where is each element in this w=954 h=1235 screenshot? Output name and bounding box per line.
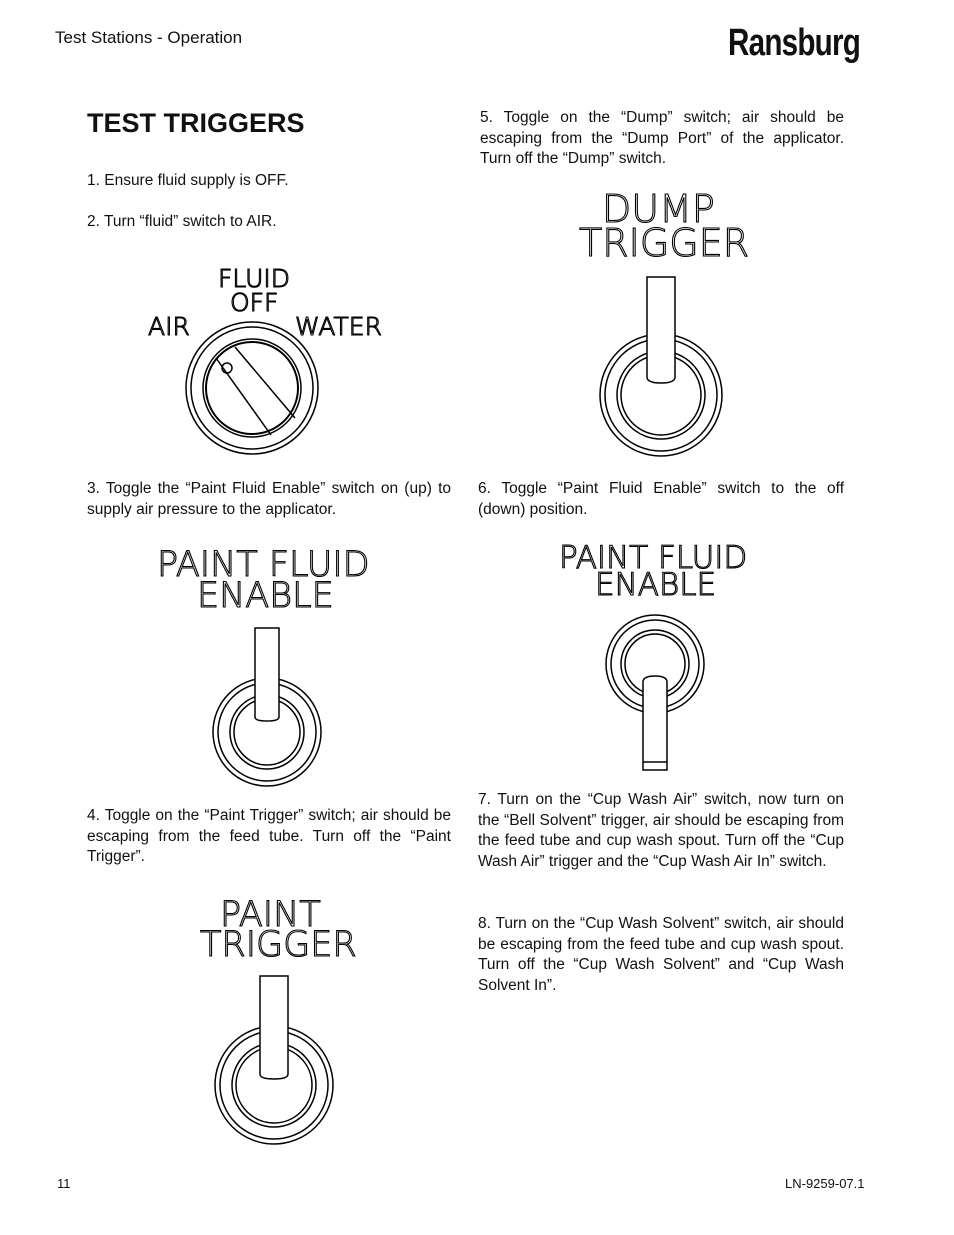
fluid-selector-figure xyxy=(140,258,390,463)
toggle-switch-paint-trigger xyxy=(215,976,333,1144)
document-number: LN-9259-07.1 xyxy=(785,1176,865,1191)
page-number: 11 xyxy=(57,1176,71,1191)
brand-logo: Ransburg xyxy=(728,22,861,64)
pfe-on-label-2: ENABLE xyxy=(197,576,334,616)
dump-trigger-label-2: TRIGGER xyxy=(579,221,750,265)
step-6: 6. Toggle “Paint Fluid Enable” switch to the off (down) position. xyxy=(478,480,844,518)
toggle-switch-up xyxy=(213,628,321,786)
paint-trigger-label-2: TRIGGER xyxy=(200,925,357,965)
toggle-switch-dump xyxy=(600,277,722,456)
water-label: WATER xyxy=(295,312,382,341)
pfe-off-label-1: PAINT FLUID xyxy=(559,540,748,576)
dump-trigger-label-1: DUMP xyxy=(602,187,715,231)
step-1: 1. Ensure fluid supply is OFF. xyxy=(87,172,289,189)
paint-trigger-label-1: PAINT xyxy=(220,895,321,935)
step-2: 2. Turn “fluid” switch to AIR. xyxy=(87,213,277,230)
paint-trigger-figure xyxy=(190,890,390,1155)
paint-fluid-enable-off-figure xyxy=(552,536,767,776)
step-4: 4. Toggle on the “Paint Trigger” switch; air should be escaping from the feed tube. Turn off the “Paint Trigger”. xyxy=(87,807,451,866)
fluid-label: FLUID xyxy=(218,264,290,293)
step-8: 8. Turn on the “Cup Wash Solvent” switch, air should be escaping from the feed tube and cup wash spout. Turn off the “Cup Wash Solvent” and “Cup Wash Solvent In”. xyxy=(478,915,844,994)
air-label: AIR xyxy=(148,312,190,341)
off-label: OFF xyxy=(230,288,279,317)
step-7: 7. Turn on the “Cup Wash Air” switch, now turn on the “Bell Solvent” trigger, air should be escaping from the feed tube and cup wash spout. Turn off the “Cup Wash Air” trigger and the “Cup Wash Air In” switch. xyxy=(478,791,844,870)
dump-trigger-figure xyxy=(570,180,760,460)
selector-knob xyxy=(186,322,318,454)
pfe-off-label-2: ENABLE xyxy=(595,567,717,603)
step-5: 5. Toggle on the “Dump” switch; air should be escaping from the “Dump Port” of the applicator. Turn off the “Dump” switch. xyxy=(480,109,844,168)
pfe-on-label-1: PAINT FLUID xyxy=(157,545,370,585)
paint-fluid-enable-on-figure xyxy=(150,540,400,790)
step-3: 3. Toggle the “Paint Fluid Enable” switch on (up) to supply air pressure to the applicator. xyxy=(87,480,451,518)
toggle-switch-down xyxy=(606,615,704,770)
section-label: Test Stations - Operation xyxy=(55,28,243,47)
page-title: TEST TRIGGERS xyxy=(87,108,305,138)
